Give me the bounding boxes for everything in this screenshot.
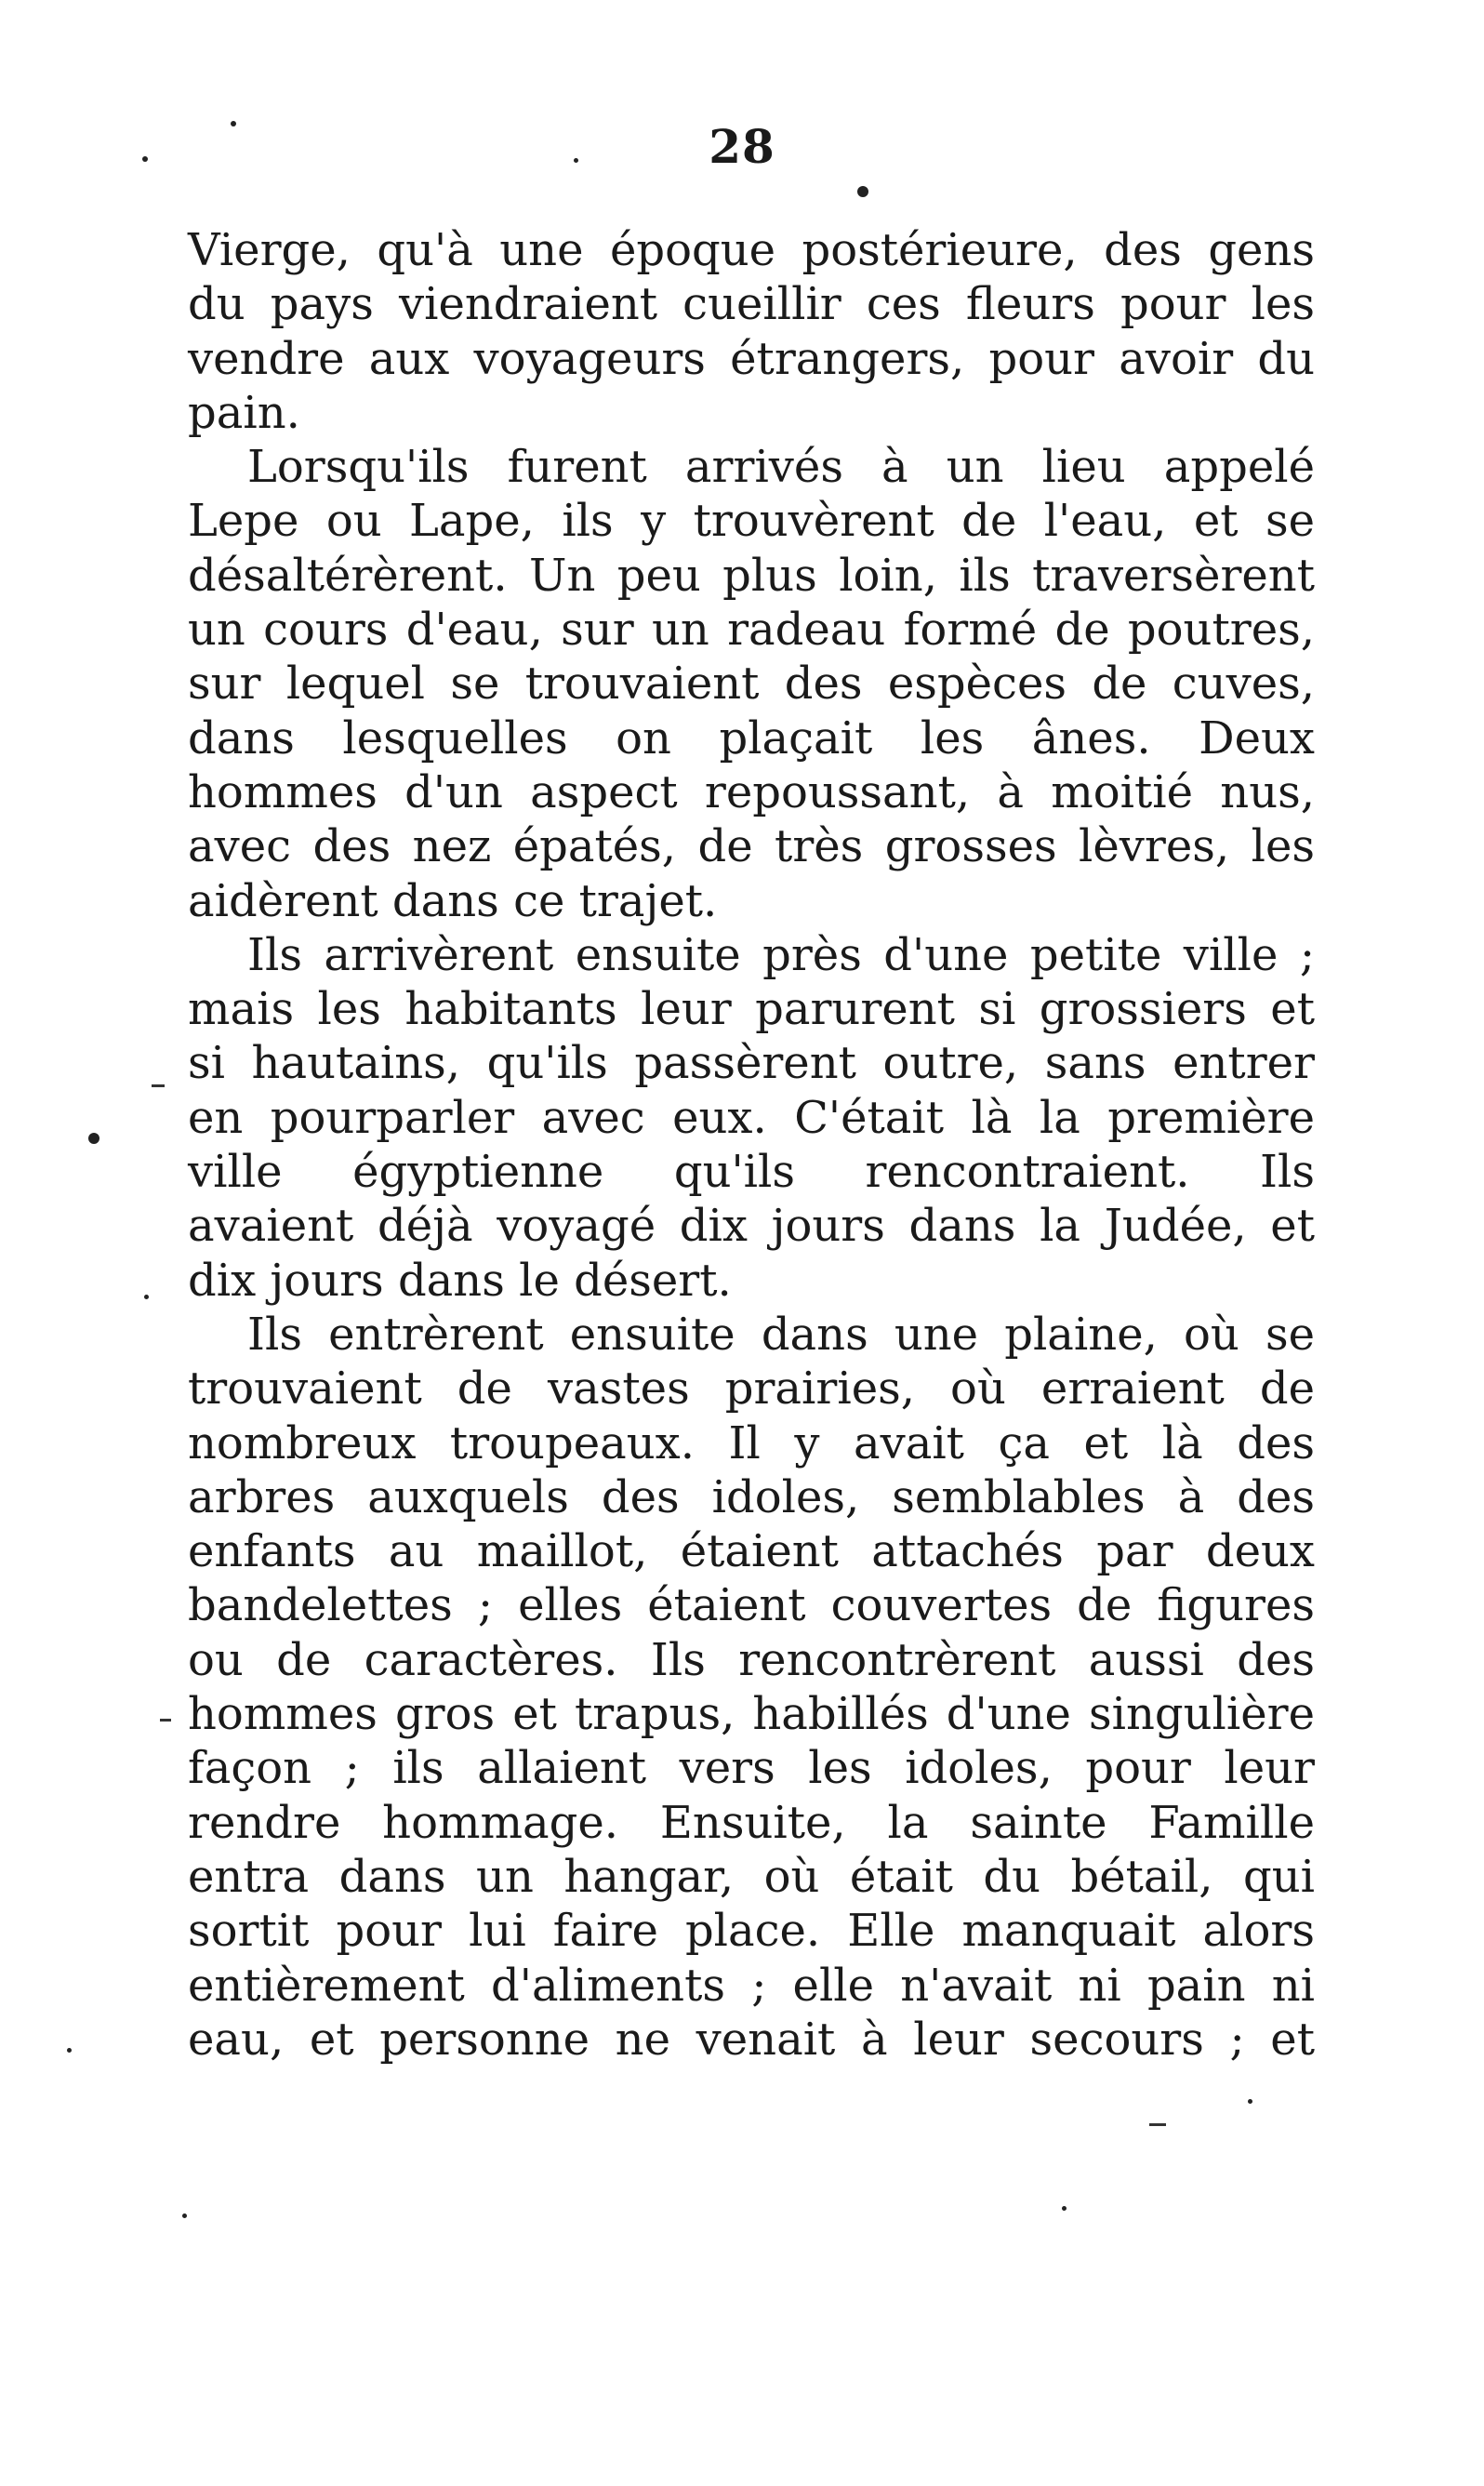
scan-mark <box>160 1719 171 1722</box>
text-line: bandelettes ; elles étaient couvertes de figures <box>188 1579 1315 1632</box>
text-line: dans lesquelles on plaçait les ânes. Deux <box>188 711 1315 764</box>
text-line: entra dans un hangar, où était du bétail, qui <box>188 1850 1315 1903</box>
text-line: un cours d'eau, sur un radeau formé de poutres, <box>188 604 1315 657</box>
text-line: vendre aux voyageurs étrangers, pour avoir du <box>188 332 1315 385</box>
scan-speck <box>1248 2099 1252 2104</box>
text-line: façon ; ils allaient vers les idoles, pour leur <box>188 1742 1315 1795</box>
body-text <box>188 223 1315 2067</box>
text-line: nombreux troupeaux. Il y avait ça et là des <box>188 1416 1315 1469</box>
scan-mark <box>1149 2123 1166 2126</box>
text-line: rendre hommage. Ensuite, la sainte Famille <box>188 1796 1315 1849</box>
text-line: dix jours dans le désert. <box>188 1254 732 1307</box>
text-line: ou de caractères. Ils rencontrèrent aussi des <box>188 1633 1315 1686</box>
text-line: si hautains, qu'ils passèrent outre, sans entrer <box>188 1037 1315 1090</box>
text-line: hommes gros et trapus, habillés d'une singulière <box>188 1688 1315 1741</box>
text-line: désaltérèrent. Un peu plus loin, ils traversèrent <box>188 549 1315 602</box>
text-line: Lorsqu'ils furent arrivés à un lieu appelé <box>247 441 1315 494</box>
text-line: eau, et personne ne venait à leur secours ; et <box>188 2013 1315 2066</box>
text-line: du pays viendraient cueillir ces fleurs pour les <box>188 278 1315 331</box>
page-number: 28 <box>709 119 775 174</box>
scan-speck <box>1062 2206 1067 2211</box>
text-line: Lepe ou Lape, ils y trouvèrent de l'eau, et se <box>188 495 1315 548</box>
text-line: Ils entrèrent ensuite dans une plaine, où se <box>247 1308 1315 1361</box>
text-line: Vierge, qu'à une époque postérieure, des gens <box>188 224 1315 276</box>
text-line: Ils arrivèrent ensuite près d'une petite ville ; <box>247 928 1315 981</box>
text-line: entièrement d'aliments ; elle n'avait ni pain ni <box>188 1959 1315 2012</box>
scan-speck <box>231 121 236 126</box>
text-line: avaient déjà voyagé dix jours dans la Judée, et <box>188 1200 1315 1253</box>
scan-speck <box>144 1295 149 1299</box>
scan-speck <box>574 158 578 163</box>
scan-mark <box>152 1084 165 1087</box>
scan-speck <box>67 2048 72 2053</box>
text-line: sur lequel se trouvaient des espèces de cuves, <box>188 658 1315 711</box>
text-line: en pourparler avec eux. C'était là la première <box>188 1091 1315 1144</box>
text-line: mais les habitants leur parurent si grossiers et <box>188 983 1315 1036</box>
text-line: aidèrent dans ce trajet. <box>188 874 718 927</box>
scan-speck <box>182 2213 187 2218</box>
text-line: ville égyptienne qu'ils rencontraient. Ils <box>188 1146 1315 1199</box>
text-line: sortit pour lui faire place. Elle manquait alors <box>188 1905 1315 1958</box>
text-line: trouvaient de vastes prairies, où erraient de <box>188 1363 1315 1416</box>
scan-speck <box>857 186 868 197</box>
text-line: avec des nez épatés, de très grosses lèvres, les <box>188 820 1315 873</box>
text-line: enfants au maillot, étaient attachés par deux <box>188 1525 1315 1578</box>
text-line: hommes d'un aspect repoussant, à moitié nus, <box>188 765 1315 818</box>
text-line: arbres auxquels des idoles, semblables à des <box>188 1470 1315 1523</box>
text-line: pain. <box>188 386 300 439</box>
scan-speck <box>142 156 148 162</box>
scan-speck <box>88 1133 99 1144</box>
